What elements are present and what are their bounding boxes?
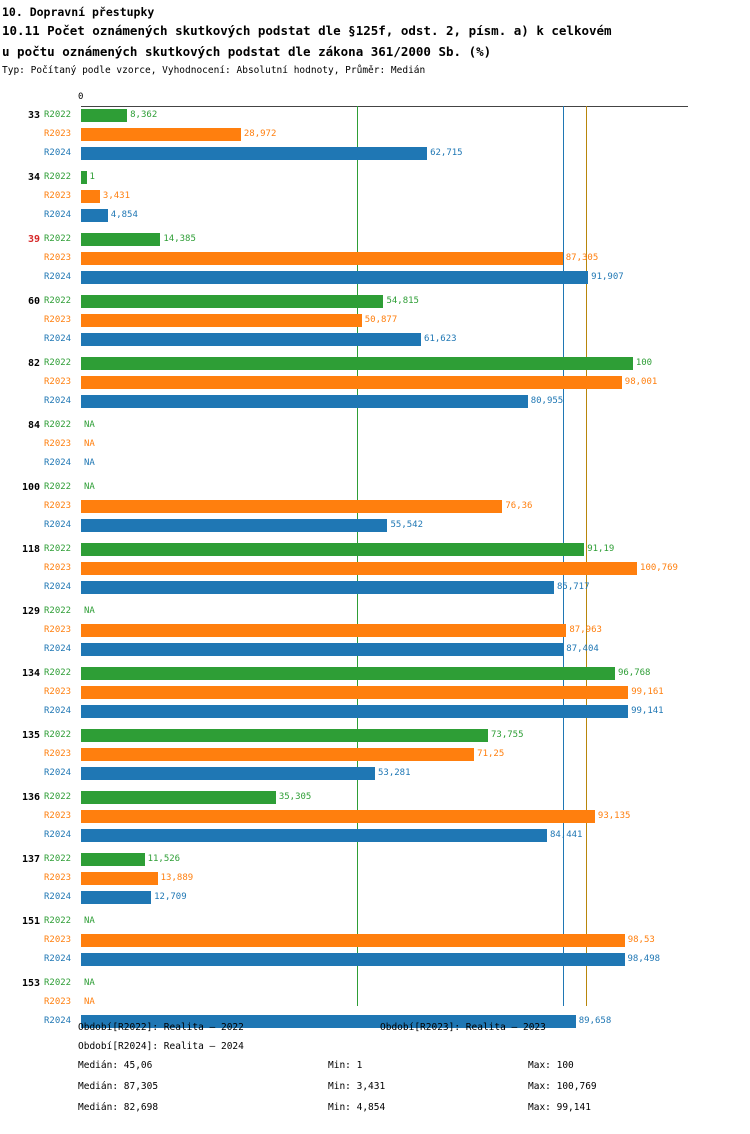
bar-group [0, 230, 750, 287]
series-label-r2023: R2023 [44, 315, 72, 325]
page-title-line2: u počtu oznámených skutkových podstat dle zákona 361/2000 Sb. (%) [2, 43, 492, 59]
bar-r2023[interactable] [81, 252, 563, 265]
series-label-r2023: R2023 [44, 191, 72, 201]
group-label: 100 [21, 482, 40, 493]
series-label-r2024: R2024 [44, 706, 72, 716]
bar-r2022[interactable] [81, 791, 276, 804]
bar-value-label: 35,305 [278, 792, 312, 802]
bar-r2022[interactable] [81, 853, 145, 866]
bar-group [0, 106, 750, 163]
series-label-r2024: R2024 [44, 334, 72, 344]
series-label-r2023: R2023 [44, 935, 72, 945]
bar-value-label: 91,19 [587, 544, 615, 554]
stat-row-r2024 [0, 1102, 750, 1123]
min-r2023: Min: 3,431 [328, 1081, 386, 1092]
series-label-r2023: R2023 [44, 377, 72, 387]
bar-row [0, 249, 750, 268]
series-label-r2023: R2023 [44, 873, 72, 883]
series-label-r2022: R2022 [44, 854, 72, 864]
bar-row [0, 416, 750, 435]
bar-value-label: 62,715 [430, 148, 463, 158]
bar-value-label: 85,717 [557, 582, 590, 592]
bar-group [0, 540, 750, 597]
group-label: 34 [27, 172, 40, 183]
bar-value-label: 99,161 [631, 687, 664, 697]
bar-value-label: 55,542 [390, 520, 423, 530]
series-label-r2024: R2024 [44, 458, 72, 468]
group-label: 134 [21, 668, 40, 679]
bar-r2023[interactable] [81, 934, 625, 947]
bar-row [0, 354, 750, 373]
series-label-r2024: R2024 [44, 644, 72, 654]
bar-r2023[interactable] [81, 686, 628, 699]
series-label-r2022: R2022 [44, 792, 72, 802]
group-label: 118 [21, 544, 40, 555]
bar-value-label: 1 [89, 172, 95, 182]
bar-value-label: NA [84, 997, 95, 1007]
series-label-r2023: R2023 [44, 563, 72, 573]
bar-value-label: 98,53 [627, 935, 655, 945]
series-label-r2023: R2023 [44, 501, 72, 511]
group-label: 135 [21, 730, 40, 741]
group-label: 129 [21, 606, 40, 617]
group-label: 39 [27, 234, 40, 245]
bar-value-label: 3,431 [102, 191, 131, 201]
bar-group [0, 292, 750, 349]
legend-row-1 [0, 1022, 750, 1041]
series-label-r2022: R2022 [44, 730, 72, 740]
bar-r2024[interactable] [81, 395, 528, 408]
bar-row [0, 726, 750, 745]
max-r2022: Max: 100 [528, 1060, 574, 1071]
bar-row [0, 826, 750, 845]
group-label: 60 [27, 296, 40, 307]
legend-item-r2023: Období[R2023]: Realita – 2023 [380, 1022, 546, 1033]
bar-r2024[interactable] [81, 953, 625, 966]
group-label: 153 [21, 978, 40, 989]
series-label-r2022: R2022 [44, 544, 72, 554]
bar-row [0, 950, 750, 969]
bar-value-label: 50,877 [364, 315, 398, 325]
series-label-r2022: R2022 [44, 482, 72, 492]
bar-row [0, 931, 750, 950]
bar-group [0, 168, 750, 225]
bar-row [0, 974, 750, 993]
bar-value-label: 84,441 [549, 830, 583, 840]
bar-row [0, 578, 750, 597]
bar-row [0, 764, 750, 783]
chart-legend [0, 1022, 750, 1123]
group-label: 151 [21, 916, 40, 927]
bar-row [0, 912, 750, 931]
bar-row [0, 664, 750, 683]
series-label-r2023: R2023 [44, 749, 72, 759]
bar-row [0, 373, 750, 392]
series-label-r2024: R2024 [44, 210, 72, 220]
bar-r2023[interactable] [81, 376, 622, 389]
bar-row [0, 206, 750, 225]
bar-r2023[interactable] [81, 562, 637, 575]
series-label-r2024: R2024 [44, 148, 72, 158]
series-label-r2022: R2022 [44, 358, 72, 368]
bar-row [0, 850, 750, 869]
legend-item-r2022: Období[R2022]: Realita – 2022 [78, 1022, 244, 1033]
bar-value-label: 99,141 [631, 706, 664, 716]
min-r2022: Min: 1 [328, 1060, 363, 1071]
bar-value-label: NA [84, 916, 95, 926]
group-label: 33 [27, 110, 40, 121]
bar-r2022[interactable] [81, 357, 633, 370]
min-r2024: Min: 4,854 [328, 1102, 386, 1113]
bar-r2024[interactable] [81, 705, 628, 718]
bar-row [0, 330, 750, 349]
bar-r2024[interactable] [81, 829, 547, 842]
bar-r2022[interactable] [81, 543, 584, 556]
bar-row [0, 640, 750, 659]
bar-row [0, 516, 750, 535]
bar-row [0, 993, 750, 1012]
bar-row [0, 435, 750, 454]
bar-row [0, 268, 750, 287]
bar-value-label: 73,755 [490, 730, 524, 740]
chart-header [0, 0, 750, 76]
bar-value-label: 12,709 [154, 892, 187, 902]
bar-r2023[interactable] [81, 128, 241, 141]
bar-value-label: 14,385 [163, 234, 196, 244]
bar-r2024[interactable] [81, 581, 554, 594]
bar-r2023[interactable] [81, 190, 100, 203]
series-label-r2022: R2022 [44, 234, 72, 244]
bar-value-label: 8,362 [130, 110, 158, 120]
series-label-r2024: R2024 [44, 892, 72, 902]
bar-value-label: 98,498 [627, 954, 661, 964]
bar-value-label: NA [84, 978, 95, 988]
series-label-r2023: R2023 [44, 253, 72, 263]
series-label-r2022: R2022 [44, 916, 72, 926]
max-r2023: Max: 100,769 [528, 1081, 597, 1092]
bar-value-label: 89,658 [578, 1016, 612, 1026]
series-label-r2024: R2024 [44, 582, 72, 592]
bar-value-label: 76,36 [505, 501, 533, 511]
bar-row [0, 292, 750, 311]
bar-r2022[interactable] [81, 729, 488, 742]
group-label: 137 [21, 854, 40, 865]
median-r2024: Medián: 82,698 [78, 1102, 159, 1113]
bar-value-label: 71,25 [477, 749, 505, 759]
median-r2023: Medián: 87,305 [78, 1081, 159, 1092]
bar-row [0, 807, 750, 826]
bar-r2024[interactable] [81, 271, 588, 284]
x-axis-zero-label: 0 [78, 92, 84, 102]
bar-row [0, 621, 750, 640]
bar-value-label: 87,963 [569, 625, 602, 635]
bar-row [0, 168, 750, 187]
legend-row-2 [0, 1041, 750, 1060]
group-label: 82 [27, 358, 40, 369]
series-label-r2022: R2022 [44, 668, 72, 678]
bar-row [0, 702, 750, 721]
bar-value-label: 13,889 [160, 873, 194, 883]
bar-value-label: 4,854 [110, 210, 138, 220]
series-label-r2022: R2022 [44, 296, 72, 306]
bar-r2024[interactable] [81, 767, 375, 780]
bar-row [0, 683, 750, 702]
bar-r2024[interactable] [81, 333, 421, 346]
series-label-r2022: R2022 [44, 978, 72, 988]
median-r2022: Medián: 45,06 [78, 1060, 153, 1071]
bar-row [0, 559, 750, 578]
bar-r2024[interactable] [81, 519, 387, 532]
stat-row-r2022 [0, 1060, 750, 1081]
bar-r2024[interactable] [81, 643, 563, 656]
bar-group [0, 850, 750, 907]
bar-group [0, 664, 750, 721]
bar-row [0, 230, 750, 249]
chart-subtitle: Typ: Počítaný podle vzorce, Vyhodnocení: Absolutní hodnoty, Průměr: Medián [2, 64, 426, 76]
series-label-r2024: R2024 [44, 954, 72, 964]
series-label-r2023: R2023 [44, 811, 72, 821]
bar-value-label: 98,001 [624, 377, 658, 387]
bar-value-label: 100 [635, 358, 653, 368]
bar-group [0, 788, 750, 845]
bar-r2024[interactable] [81, 147, 427, 160]
bar-value-label: 87,305 [565, 253, 599, 263]
bar-value-label: 61,623 [424, 334, 457, 344]
bar-r2024[interactable] [81, 209, 108, 222]
bar-group [0, 726, 750, 783]
series-label-r2024: R2024 [44, 1016, 72, 1026]
bar-r2022[interactable] [81, 109, 127, 122]
bar-r2022[interactable] [81, 171, 87, 184]
bar-row [0, 106, 750, 125]
bar-r2022[interactable] [81, 295, 383, 308]
group-label: 84 [27, 420, 40, 431]
series-label-r2023: R2023 [44, 439, 72, 449]
bar-r2023[interactable] [81, 748, 474, 761]
bar-value-label: NA [84, 420, 95, 430]
bar-row [0, 745, 750, 764]
group-label: 136 [21, 792, 40, 803]
page-title: 10.11 Počet oznámených skutkových podstat dle §125f, odst. 2, písm. a) k celkovém [2, 23, 612, 38]
bar-r2022[interactable] [81, 667, 615, 680]
bar-value-label: 54,815 [386, 296, 419, 306]
bar-value-label: 11,526 [147, 854, 181, 864]
bar-value-label: 100,769 [640, 563, 678, 573]
bar-r2023[interactable] [81, 810, 595, 823]
bar-value-label: 91,907 [591, 272, 624, 282]
series-label-r2022: R2022 [44, 172, 72, 182]
series-label-r2024: R2024 [44, 768, 72, 778]
bar-value-label: 87,404 [566, 644, 599, 654]
bar-row [0, 788, 750, 807]
bar-value-label: NA [84, 606, 95, 616]
bar-r2023[interactable] [81, 314, 362, 327]
stat-row-r2023 [0, 1081, 750, 1102]
chart-plot-area [0, 92, 750, 1026]
bar-row [0, 311, 750, 330]
breadcrumb: 10. Dopravní přestupky [2, 5, 155, 19]
series-label-r2022: R2022 [44, 110, 72, 120]
series-label-r2024: R2024 [44, 272, 72, 282]
series-label-r2023: R2023 [44, 129, 72, 139]
bar-row [0, 869, 750, 888]
bar-group [0, 354, 750, 411]
bar-row [0, 454, 750, 473]
bar-value-label: NA [84, 482, 95, 492]
bar-row [0, 497, 750, 516]
bar-r2024[interactable] [81, 891, 151, 904]
bar-value-label: 80,955 [530, 396, 564, 406]
bar-row [0, 144, 750, 163]
bar-row [0, 602, 750, 621]
series-label-r2022: R2022 [44, 606, 72, 616]
bar-value-label: 28,972 [243, 129, 277, 139]
bar-group [0, 478, 750, 535]
bar-value-label: 53,281 [378, 768, 411, 778]
bar-r2023[interactable] [81, 500, 502, 513]
bar-r2023[interactable] [81, 624, 566, 637]
series-label-r2023: R2023 [44, 997, 72, 1007]
bar-row [0, 540, 750, 559]
series-label-r2023: R2023 [44, 625, 72, 635]
bar-row [0, 187, 750, 206]
bar-row [0, 125, 750, 144]
legend-item-r2024: Období[R2024]: Realita – 2024 [78, 1041, 244, 1052]
series-label-r2024: R2024 [44, 830, 72, 840]
bar-r2022[interactable] [81, 233, 160, 246]
series-label-r2024: R2024 [44, 520, 72, 530]
series-label-r2023: R2023 [44, 687, 72, 697]
bar-row [0, 888, 750, 907]
bar-value-label: NA [84, 439, 95, 449]
bar-group [0, 416, 750, 473]
bar-value-label: 93,135 [597, 811, 631, 821]
bar-group [0, 912, 750, 969]
series-label-r2022: R2022 [44, 420, 72, 430]
bar-value-label: NA [84, 458, 95, 468]
bar-row [0, 478, 750, 497]
bar-group [0, 602, 750, 659]
max-r2024: Max: 99,141 [528, 1102, 591, 1113]
bar-value-label: 96,768 [617, 668, 651, 678]
bar-r2023[interactable] [81, 872, 158, 885]
series-label-r2024: R2024 [44, 396, 72, 406]
bar-row [0, 392, 750, 411]
